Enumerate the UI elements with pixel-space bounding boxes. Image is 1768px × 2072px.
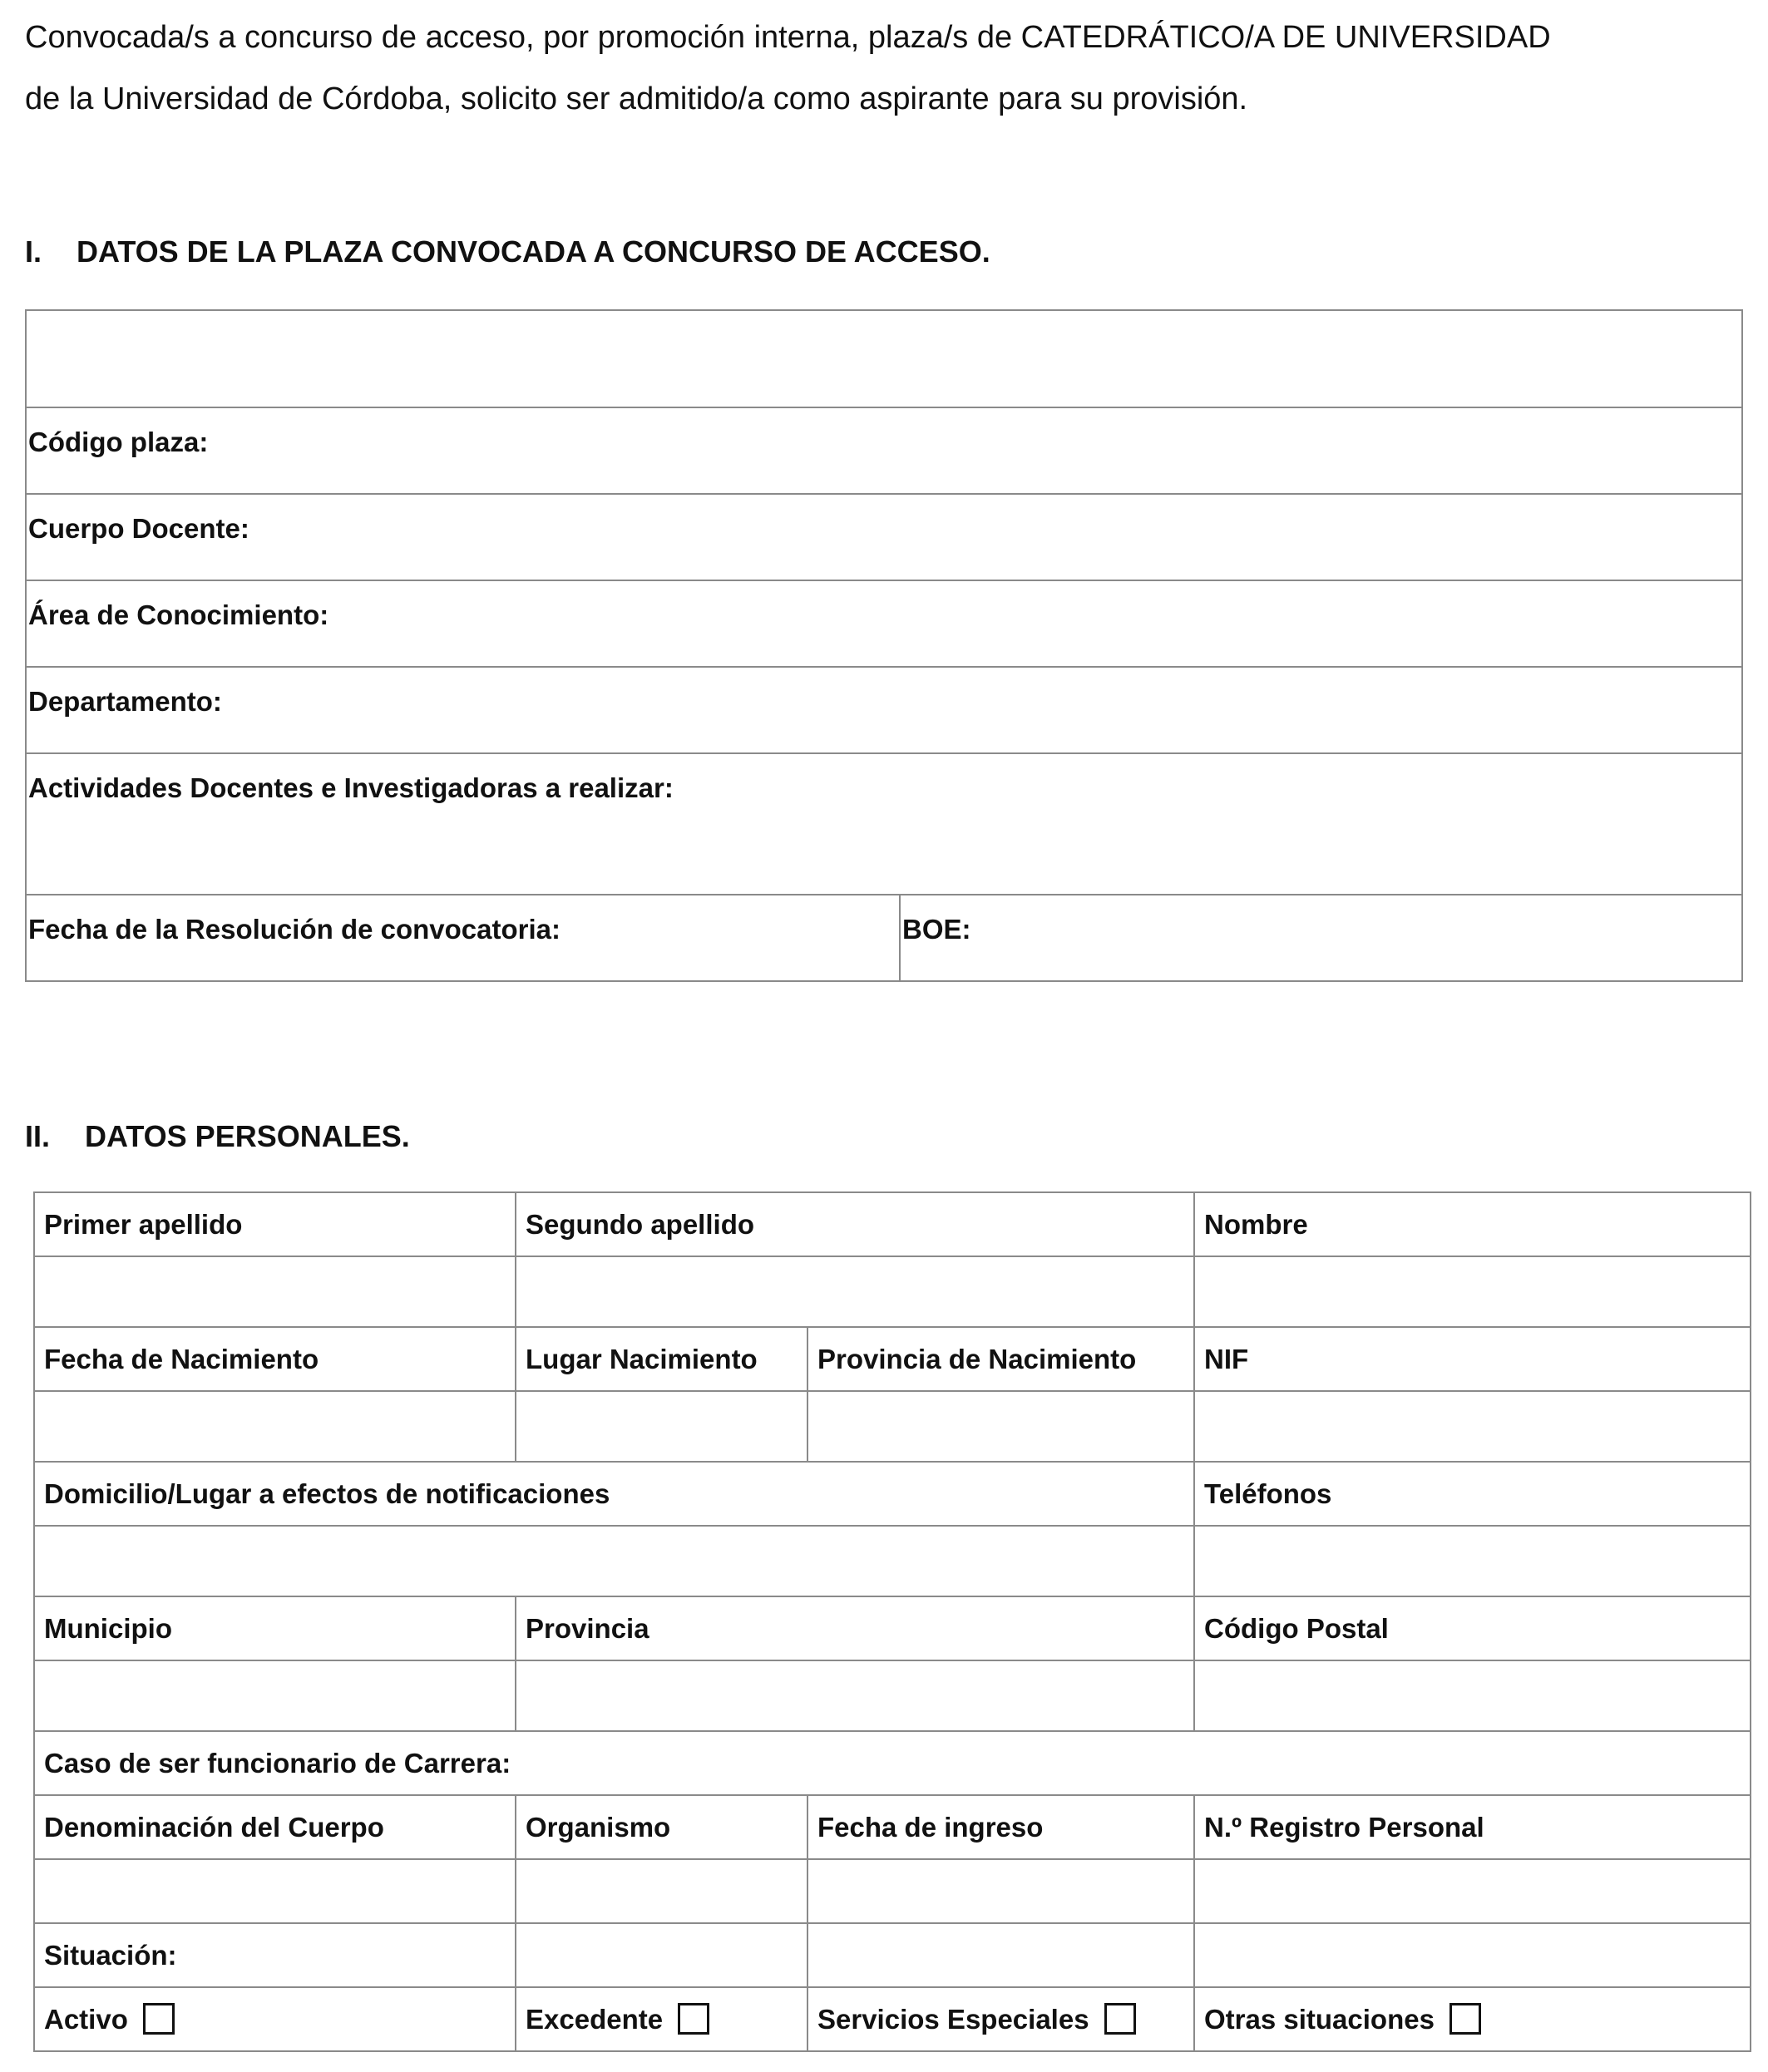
otras-situaciones-label: Otras situaciones: [1204, 2003, 1435, 2035]
domicilio-input[interactable]: [34, 1526, 1194, 1596]
situacion-servicios-cell: [807, 1987, 1194, 2051]
area-conocimiento-field[interactable]: [26, 580, 1742, 667]
lugar-nacimiento-input[interactable]: [516, 1391, 807, 1462]
codigo-plaza-label: Código plaza:: [28, 427, 209, 457]
primer-apellido-input[interactable]: [34, 1256, 516, 1327]
nif-header: NIF: [1194, 1327, 1751, 1391]
organismo-header: Organismo: [516, 1795, 807, 1859]
section-2-heading: DATOS PERSONALES.: [85, 1119, 410, 1153]
fecha-ingreso-input[interactable]: [807, 1859, 1194, 1923]
servicios-especiales-label: Servicios Especiales: [817, 2003, 1089, 2035]
departamento-label: Departamento:: [28, 686, 222, 717]
activo-checkbox[interactable]: [143, 2003, 175, 2035]
situacion-blank-1: [516, 1923, 807, 1987]
denominacion-input[interactable]: [34, 1859, 516, 1923]
fecha-nacimiento-input[interactable]: [34, 1391, 516, 1462]
primer-apellido-header: Primer apellido: [34, 1192, 516, 1256]
area-conocimiento-label: Área de Conocimiento:: [28, 599, 329, 630]
intro-line-1: Convocada/s a concurso de acceso, por promoción interna, plaza/s de CATEDRÁTICO/A DE UNIVERSIDAD: [25, 20, 1551, 55]
registro-header: N.º Registro Personal: [1194, 1795, 1751, 1859]
actividades-field[interactable]: [26, 753, 1742, 895]
cuerpo-docente-label: Cuerpo Docente:: [28, 513, 249, 544]
otras-situaciones-checkbox[interactable]: [1449, 2003, 1481, 2035]
section-1-number: I.: [25, 234, 42, 269]
plaza-header-field[interactable]: [26, 310, 1742, 407]
situacion-otras-cell: [1194, 1987, 1751, 2051]
segundo-apellido-header: Segundo apellido: [516, 1192, 1194, 1256]
servicios-especiales-checkbox[interactable]: [1104, 2003, 1136, 2035]
excedente-checkbox[interactable]: [678, 2003, 709, 2035]
intro-line-2: de la Universidad de Córdoba, solicito ser admitido/a como aspirante para su provisión.: [25, 81, 1248, 116]
nif-input[interactable]: [1194, 1391, 1751, 1462]
intro-paragraph: [25, 7, 1755, 130]
actividades-label: Actividades Docentes e Investigadoras a realizar:: [28, 772, 674, 803]
situacion-blank-3: [1194, 1923, 1751, 1987]
fecha-resolucion-label: Fecha de la Resolución de convocatoria:: [28, 914, 561, 945]
nombre-input[interactable]: [1194, 1256, 1751, 1327]
funcionario-header: Caso de ser funcionario de Carrera:: [34, 1731, 1751, 1795]
section-2-title: [25, 1119, 410, 1154]
provincia-nacimiento-input[interactable]: [807, 1391, 1194, 1462]
section-1-title: [25, 234, 990, 269]
situacion-header: Situación:: [34, 1923, 516, 1987]
segundo-apellido-input[interactable]: [516, 1256, 1194, 1327]
lugar-nacimiento-header: Lugar Nacimiento: [516, 1327, 807, 1391]
organismo-input[interactable]: [516, 1859, 807, 1923]
provincia-input[interactable]: [516, 1660, 1194, 1731]
codigo-postal-header: Código Postal: [1194, 1596, 1751, 1660]
registro-input[interactable]: [1194, 1859, 1751, 1923]
denominacion-header: Denominación del Cuerpo: [34, 1795, 516, 1859]
nombre-header: Nombre: [1194, 1192, 1751, 1256]
situacion-blank-2: [807, 1923, 1194, 1987]
fecha-resolucion-field[interactable]: [26, 895, 900, 981]
provincia-header: Provincia: [516, 1596, 1194, 1660]
provincia-nacimiento-header: Provincia de Nacimiento: [807, 1327, 1194, 1391]
fecha-ingreso-header: Fecha de ingreso: [807, 1795, 1194, 1859]
section-1-heading: DATOS DE LA PLAZA CONVOCADA A CONCURSO DE ACCESO.: [77, 234, 990, 269]
personal-data-table: [33, 1191, 1751, 2052]
domicilio-header: Domicilio/Lugar a efectos de notificaciones: [34, 1462, 1194, 1526]
codigo-postal-input[interactable]: [1194, 1660, 1751, 1731]
situacion-excedente-cell: [516, 1987, 807, 2051]
codigo-plaza-field[interactable]: [26, 407, 1742, 494]
section-2-number: II.: [25, 1119, 51, 1153]
boe-label: BOE:: [902, 914, 971, 945]
situacion-activo-cell: [34, 1987, 516, 2051]
telefonos-input[interactable]: [1194, 1526, 1751, 1596]
cuerpo-docente-field[interactable]: [26, 494, 1742, 580]
activo-label: Activo: [44, 2003, 128, 2035]
telefonos-header: Teléfonos: [1194, 1462, 1751, 1526]
excedente-label: Excedente: [526, 2003, 664, 2035]
departamento-field[interactable]: [26, 667, 1742, 753]
boe-field[interactable]: [900, 895, 1742, 981]
fecha-nacimiento-header: Fecha de Nacimiento: [34, 1327, 516, 1391]
plaza-data-table: [25, 309, 1743, 982]
municipio-header: Municipio: [34, 1596, 516, 1660]
municipio-input[interactable]: [34, 1660, 516, 1731]
